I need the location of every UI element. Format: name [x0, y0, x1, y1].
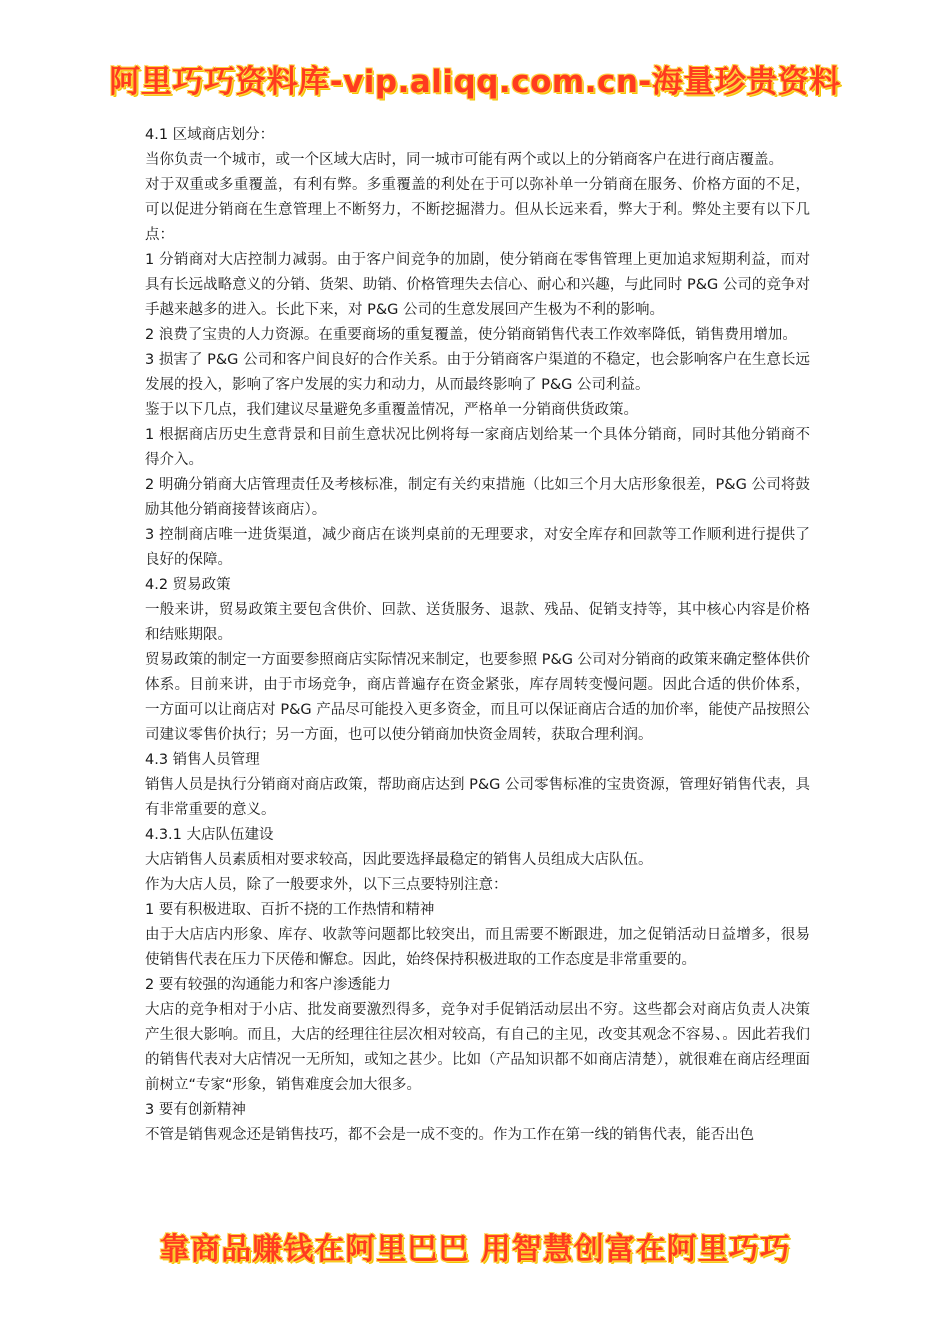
paragraph: 大店的竞争相对于小店、批发商要激烈得多，竞争对手促销活动层出不穷。这些都会对商店负责人决策产生很大影响。而且，大店的经理往往层次相对较高，有自己的主见，改变其观念不容易、。因此若我们的销售代表对大店情况一无所知，或知之甚少。比如（产品知识都不如商店清楚），就很难在商店经理面前树立“专家“形象，销售难度会加大很多。 — [145, 1002, 810, 1093]
list-item: 3 要有创新精神 — [145, 1102, 246, 1118]
list-item: 3 损害了 P&G 公司和客户间良好的合作关系。由于分销商客户渠道的不稳定，也会影响客户在生意长远发展的投入，影响了客户发展的实力和动力，从而最终影响了 P&G 公司利益。 — [145, 352, 810, 393]
paragraph: 对于双重或多重覆盖，有利有弊。多重覆盖的利处在于可以弥补单一分销商在服务、价格方面的不足，可以促进分销商在生意管理上不断努力，不断挖掘潜力。但从长远来看，弊大于利。弊处主要有以下几点： — [145, 177, 810, 243]
list-item: 1 根据商店历史生意背景和目前生意状况比例将每一家商店划给某一个具体分销商，同时其他分销商不得介入。 — [145, 427, 810, 468]
list-item: 3 控制商店唯一进货渠道，减少商店在谈判桌前的无理要求，对安全库存和回款等工作顺利进行提供了良好的保障。 — [145, 527, 810, 568]
paragraph: 由于大店店内形象、库存、收款等问题都比较突出，而且需要不断跟进，加之促销活动日益增多，很易使销售代表在压力下厌倦和懈怠。因此，始终保持积极进取的工作态度是非常重要的。 — [145, 927, 810, 968]
subsection-heading: 4.3.1 大店队伍建设 — [145, 827, 274, 843]
paragraph: 不管是销售观念还是销售技巧，都不会是一成不变的。作为工作在第一线的销售代表，能否出色 — [145, 1127, 754, 1143]
list-item: 2 要有较强的沟通能力和客户渗透能力 — [145, 977, 391, 993]
header-banner: 阿里巧巧资料库-vip.aliqq.com.cn-海量珍贵资料 — [109, 64, 841, 100]
list-item: 2 明确分销商大店管理责任及考核标准，制定有关约束措施（比如三个月大店形象很差，P&G 公司将鼓励其他分销商接替该商店）。 — [145, 477, 810, 518]
paragraph: 销售人员是执行分销商对商店政策，帮助商店达到 P&G 公司零售标准的宝贵资源，管理好销售代表，具有非常重要的意义。 — [145, 777, 810, 818]
section-heading: 4.1 区域商店划分： — [145, 127, 275, 143]
paragraph: 大店销售人员素质相对要求较高，因此要选择最稳定的销售人员组成大店队伍。 — [145, 852, 653, 868]
paragraph: 贸易政策的制定一方面要参照商店实际情况来制定，也要参照 P&G 公司对分销商的政策来确定整体供价体系。目前来讲，由于市场竞争，商店普遍存在资金紧张，库存周转变慢问题。因此合适的供价体系，一方面可以让商店对 P&G 产品尽可能投入更多资金，而且可以保证商店合适的加价率，能使产品按照公司建议零售价执行；另一方面，也可以使分销商加快资金周转，获取合理利润。 — [145, 652, 810, 743]
paragraph: 一般来讲，贸易政策主要包含供价、回款、送货服务、退款、残品、促销支持等，其中核心内容是价格和结账期限。 — [145, 602, 810, 643]
list-item: 1 分销商对大店控制力减弱。由于客户间竞争的加剧，使分销商在零售管理上更加追求短期利益，而对具有长远战略意义的分销、货架、助销、价格管理失去信心、耐心和兴趣，与此同时 P&G 公司的竞争对手越来越多的进入。长此下来，对 P&G 公司的生意发展回产生极为不利的影响。 — [145, 252, 810, 318]
paragraph: 当你负责一个城市，或一个区域大店时，同一城市可能有两个或以上的分销商客户在进行商店覆盖。 — [145, 152, 783, 168]
section-heading: 4.2 贸易政策 — [145, 577, 231, 593]
paragraph: 作为大店人员，除了一般要求外，以下三点要特别注意： — [145, 877, 508, 893]
document-body — [145, 123, 810, 1148]
list-item: 2 浪费了宝贵的人力资源。在重要商场的重复覆盖，使分销商销售代表工作效率降低，销售费用增加。 — [145, 327, 797, 343]
footer-banner: 靠商品赚钱在阿里巴巴 用智慧创富在阿里巧巧 — [159, 1232, 791, 1267]
paragraph: 鉴于以下几点，我们建议尽量避免多重覆盖情况，严格单一分销商供货政策。 — [145, 402, 638, 418]
list-item: 1 要有积极进取、百折不挠的工作热情和精神 — [145, 902, 435, 918]
section-heading: 4.3 销售人员管理 — [145, 752, 260, 768]
